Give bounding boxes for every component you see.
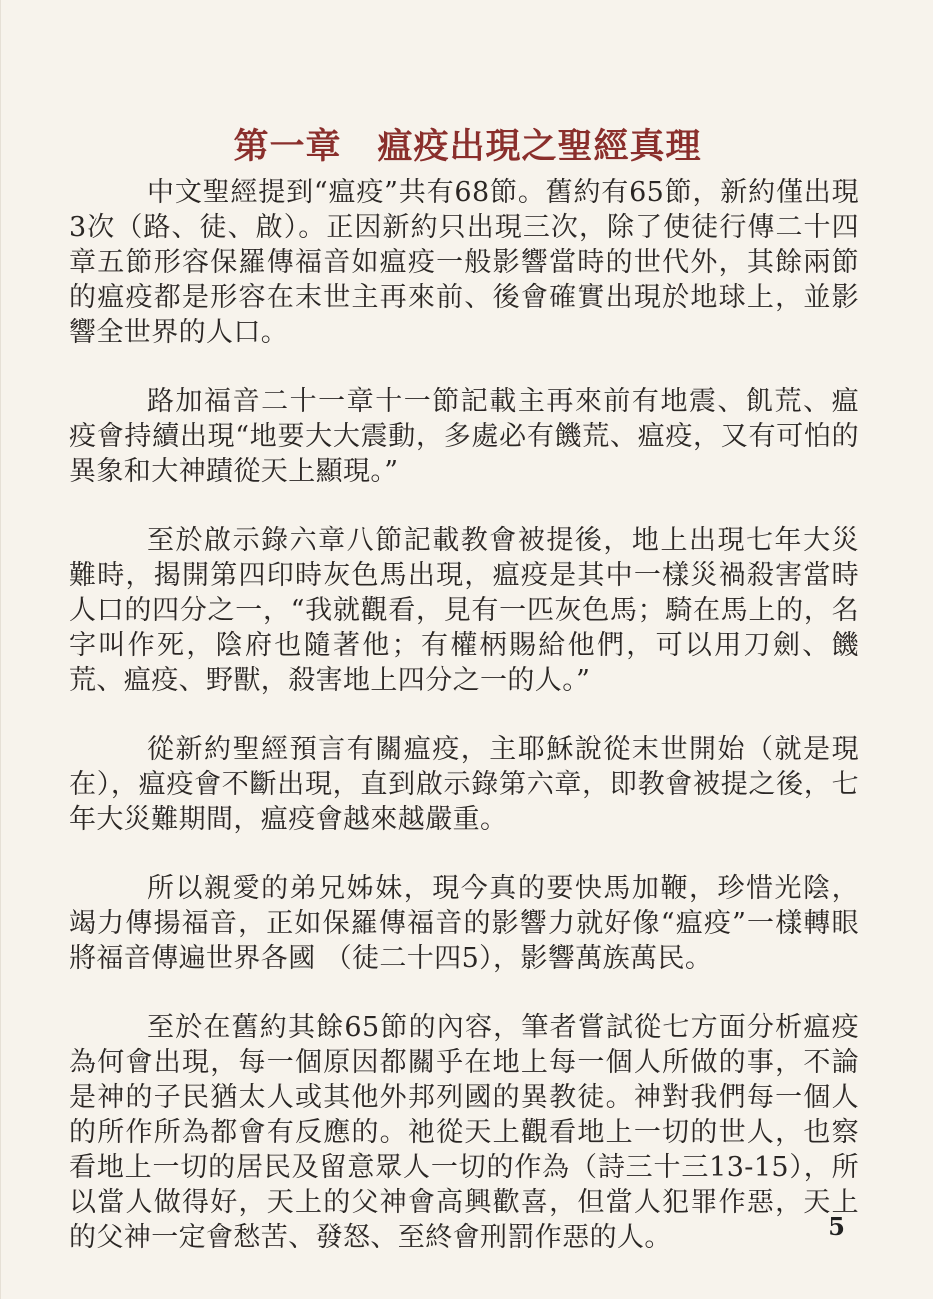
chapter-title: 第一章 瘟疫出現之聖經真理 [233, 127, 702, 168]
page-number: 5 [828, 1212, 845, 1241]
chapter-body [69, 175, 859, 1289]
paragraph-6: 至於在舊約其餘65節的內容，筆者嘗試從七方面分析瘟疫為何會出現，每一個原因都關乎在地上每一個人所做的事，不論是神的子民猶太人或其他外邦列國的異教徒。神對我們每一個人的所作所為都會有反應的。祂從天上觀看地上一切的世人，也察看地上一切的居民及留意眾人一切的作為（詩三十三13-15），所以當人做得好，天上的父神會高興歡喜，但當人犯罪作惡，天上的父神一定會愁苦、發怒、至終會刑罰作惡的人。 [69, 1012, 859, 1253]
paragraph-4: 從新約聖經預言有關瘟疫，主耶穌說從末世開始（就是現在），瘟疫會不斷出現，直到啟示錄第六章，即教會被提之後，七年大災難期間，瘟疫會越來越嚴重。 [69, 734, 859, 835]
paragraph-1: 中文聖經提到“瘟疫”共有68節。舊約有65節，新約僅出現3次（路、徒、啟）。正因新約只出現三次，除了使徒行傳二十四章五節形容保羅傳福音如瘟疫一般影響當時的世代外，其餘兩節的瘟疫都是形容在末世主再來前、後會確實出現於地球上，並影響全世界的人口。 [69, 177, 859, 348]
paragraph-5: 所以親愛的弟兄姊妹，現今真的要快馬加鞭，珍惜光陰，竭力傳揚福音，正如保羅傳福音的影響力就好像“瘟疫”一樣轉眼將福音傳遍世界各國 （徒二十四5），影響萬族萬民。 [69, 873, 859, 974]
paragraph-2: 路加福音二十一章十一節記載主再來前有地震、飢荒、瘟疫會持續出現“地要大大震動，多處必有饑荒、瘟疫，又有可怕的異象和大神蹟從天上顯現。” [69, 386, 859, 487]
paragraph-3: 至於啟示錄六章八節記載教會被提後，地上出現七年大災難時，揭開第四印時灰色馬出現，瘟疫是其中一樣災禍殺害當時人口的四分之一，“我就觀看，見有一匹灰色馬；騎在馬上的，名字叫作死，陰府也隨著他；有權柄賜給他們，可以用刀劍、饑荒、瘟疫、野獸，殺害地上四分之一的人。” [69, 525, 859, 696]
